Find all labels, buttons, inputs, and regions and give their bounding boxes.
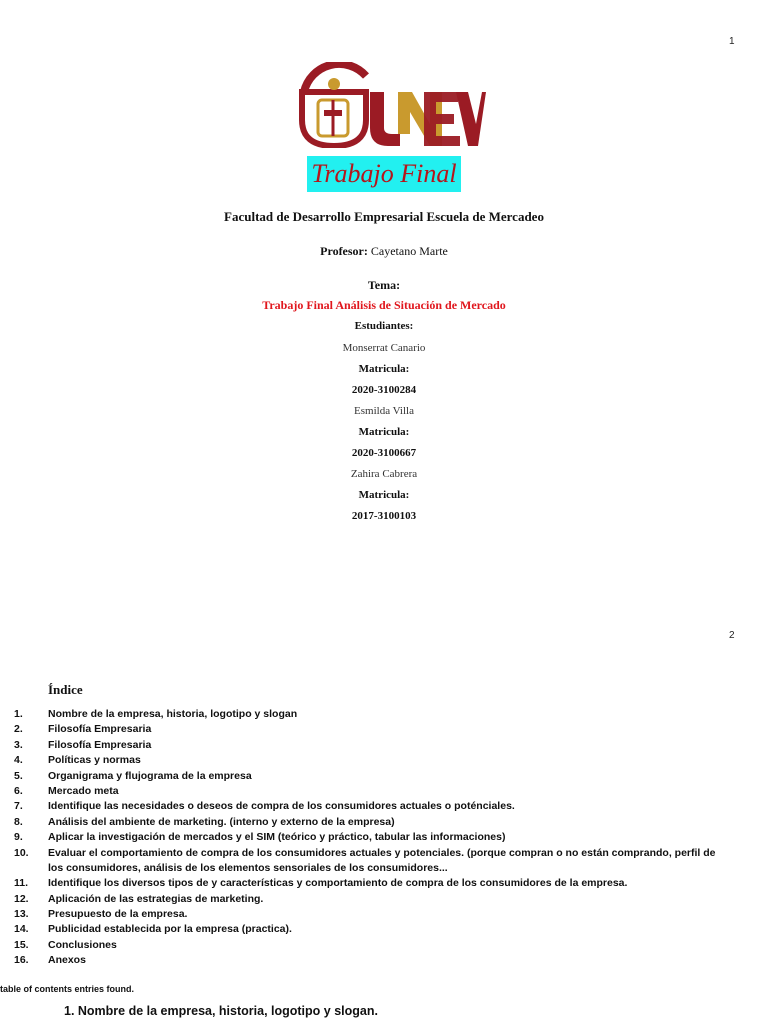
toc-number: 2. — [14, 723, 23, 736]
faculty-name: Facultad de Desarrollo Empresarial Escuela de Mercadeo — [224, 209, 544, 224]
toc-item — [0, 846, 768, 877]
toc-number: 16. — [14, 954, 29, 967]
toc-item — [0, 722, 768, 737]
toc-text: Conclusiones — [48, 938, 117, 951]
toc-number: 5. — [14, 769, 23, 782]
toc-number: 3. — [14, 738, 23, 751]
table-of-contents — [0, 707, 768, 969]
toc-item — [0, 784, 768, 799]
student-name: Esmilda Villa — [354, 405, 414, 417]
index-title: Índice — [48, 682, 83, 697]
toc-item — [0, 876, 768, 891]
toc-item — [0, 769, 768, 784]
toc-item — [0, 707, 768, 722]
matricula-number: 2020-3100667 — [351, 447, 417, 459]
matricula-label: Matricula: — [358, 363, 410, 375]
matricula-label: Matricula: — [358, 489, 410, 501]
professor-line — [0, 244, 768, 259]
professor-name: Cayetano Marte — [370, 244, 448, 258]
toc-item — [0, 738, 768, 753]
toc-item — [0, 799, 768, 814]
tema-label: Tema: — [367, 278, 401, 292]
toc-text: Evaluar el comportamiento de compra de los consumidores actuales y potenciales. (porque compran o no están comprando, perfil de los consumidores, análisis de los elementos sensoriales de los consumidores... — [48, 846, 716, 874]
toc-item — [0, 753, 768, 768]
no-toc-message: table of contents entries found. — [0, 984, 135, 994]
toc-text: Presupuesto de la empresa. — [48, 908, 188, 921]
matricula-number: 2020-3100284 — [351, 384, 417, 396]
toc-number: 6. — [14, 784, 23, 797]
toc-number: 11. — [14, 877, 29, 890]
toc-item — [0, 922, 768, 937]
tema-text: Trabajo Final Análisis de Situación de Mercado — [262, 298, 506, 312]
toc-item — [0, 938, 768, 953]
toc-text: Filosofía Empresaria — [48, 738, 152, 751]
toc-number: 13. — [14, 908, 29, 921]
student-name: Monserrat Canario — [342, 342, 426, 354]
professor-label: Profesor: — [320, 244, 368, 258]
toc-text: Aplicación de las estrategias de marketing. — [48, 892, 264, 905]
toc-item — [0, 953, 768, 968]
toc-text: Anexos — [48, 954, 86, 967]
toc-item — [0, 907, 768, 922]
toc-text: Organigrama y flujograma de la empresa — [48, 769, 252, 782]
toc-number: 8. — [14, 815, 23, 828]
toc-number: 4. — [14, 754, 23, 767]
unev-logo — [296, 62, 486, 148]
page-number-1: 1 — [729, 36, 735, 47]
document-title: Trabajo Final — [307, 156, 460, 192]
student-name: Zahira Cabrera — [350, 468, 418, 480]
toc-number: 1. — [14, 708, 23, 720]
toc-item — [0, 830, 768, 845]
matricula-number: 2017-3100103 — [351, 510, 417, 522]
toc-text: Mercado meta — [48, 784, 119, 797]
toc-text: Aplicar la investigación de mercados y el SIM (teórico y práctico, tabular las informaciones) — [48, 831, 506, 844]
matricula-label: Matricula: — [358, 426, 410, 438]
toc-text: Nombre de la empresa, historia, logotipo y slogan — [48, 708, 298, 720]
toc-text: Identifique las necesidades o deseos de compra de los consumidores actuales o poténciales. — [48, 800, 515, 813]
toc-item — [0, 892, 768, 907]
section-heading: 1. Nombre de la empresa, historia, logotipo y slogan. — [64, 1004, 378, 1018]
toc-number: 7. — [14, 800, 23, 813]
students-label: Estudiantes: — [354, 320, 414, 332]
toc-item — [0, 815, 768, 830]
toc-number: 15. — [14, 938, 29, 951]
toc-text: Filosofía Empresaria — [48, 723, 152, 736]
toc-number: 14. — [14, 923, 29, 936]
toc-number: 9. — [14, 831, 23, 844]
toc-text: Publicidad establecida por la empresa (practica). — [48, 923, 292, 936]
toc-number: 10. — [14, 846, 29, 859]
toc-text: Políticas y normas — [48, 754, 141, 767]
toc-text: Análisis del ambiente de marketing. (interno y externo de la empresa) — [48, 815, 395, 828]
toc-number: 12. — [14, 892, 29, 905]
page-number-2: 2 — [729, 630, 735, 641]
toc-text: Identifique los diversos tipos de y características y comportamiento de compra de los consumidores de la empresa. — [48, 877, 628, 890]
